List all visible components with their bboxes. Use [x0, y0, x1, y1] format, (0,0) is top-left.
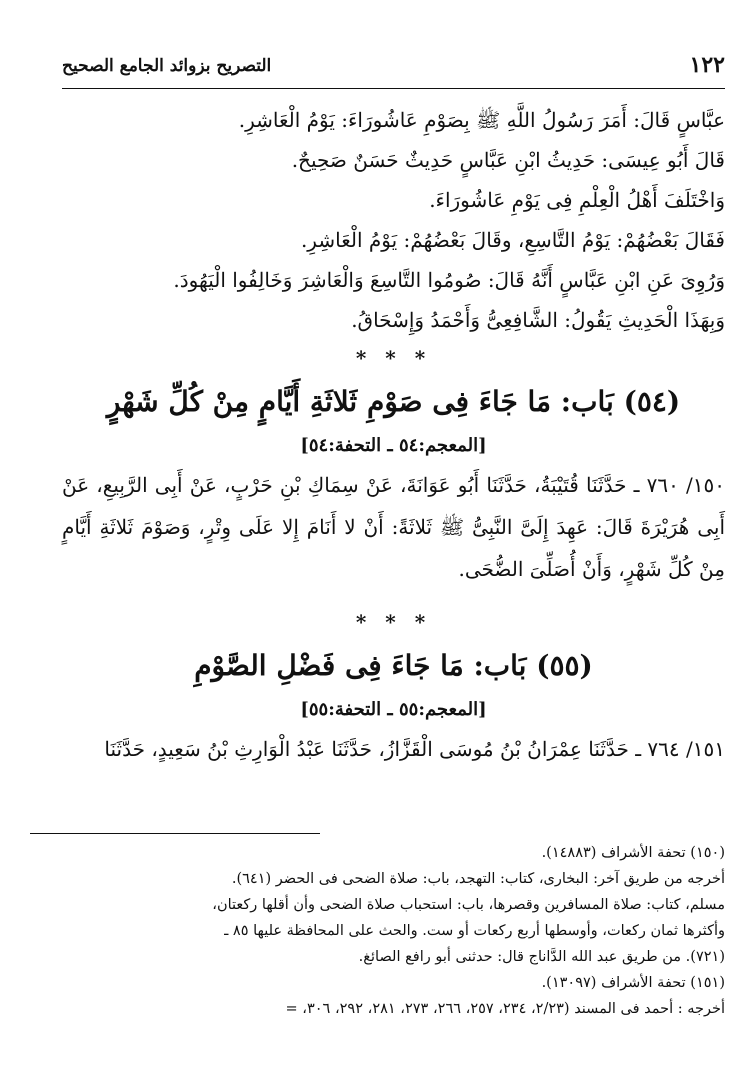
footnote-line: وأكثرها ثمان ركعات، وأوسطها أربع ركعات أو ست. والحث على المحافظة عليها ٨٥ ـ: [224, 923, 725, 939]
paragraph: عبَّاسٍ قَالَ: أَمَرَ رَسُولُ اللَّهِ ﷺ بِصَوْمِ عَاشُورَاءَ: يَوْمُ الْعَاشِرِ.: [238, 108, 725, 132]
section-separator: * * *: [355, 346, 432, 370]
footnote-rule: [30, 833, 320, 834]
chapter-heading: (٥٥) بَاب: مَا جَاءَ فِى فَضْلِ الصَّوْمِ: [194, 649, 593, 682]
chapter-reference: [المعجم:٥٤ ـ التحفة:٥٤]: [300, 435, 487, 456]
paragraph: وَاخْتَلَفَ أَهْلُ الْعِلْمِ فِى يَوْمِ عَاشُورَاءَ.: [429, 188, 725, 212]
paragraph: فَقَالَ بَعْضُهُمْ: يَوْمُ التَّاسِعِ، وقَالَ بَعْضُهُمْ: يَوْمُ الْعَاشِرِ.: [300, 228, 725, 252]
footnote-line: (١٥١) تحفة الأشراف (١٣٠٩٧).: [541, 975, 725, 991]
page-header: [62, 52, 725, 86]
paragraph: وَرُوِىَ عَنِ ابْنِ عَبَّاسٍ أَنَّهُ قَالَ: صُومُوا التَّاسِعَ وَالْعَاشِرَ وَخَالِفُوا الْيَهُودَ.: [173, 268, 725, 292]
section-separator: * * *: [355, 610, 432, 634]
hadith-text: ١٥١/ ٧٦٤ ـ حَدَّثَنَا عِمْرَانُ بْنُ مُوسَى الْقَزَّازُ، حَدَّثَنَا عَبْدُ الْوَارِثِ بْنُ سَعِيدٍ، حَدَّثَنَا: [104, 737, 725, 761]
header-rule: [62, 88, 725, 89]
page-number: ١٢٢: [689, 52, 725, 78]
footnote-line: أخرجه من طريق آخر: البخارى، كتاب: التهجد، باب: صلاة الضحى فى الحضر (٦٤١).: [231, 871, 725, 887]
chapter-heading: (٥٤) بَاب: مَا جَاءَ فِى صَوْمِ ثَلاثَةِ أَيَّامٍ مِنْ كُلِّ شَهْرٍ: [106, 385, 681, 418]
chapter-reference: [المعجم:٥٥ ـ التحفة:٥٥]: [300, 699, 487, 720]
paragraph: وَبِهَذَا الْحَدِيثِ يَقُولُ: الشَّافِعِىُّ وَأَحْمَدُ وَإِسْحَاقُ.: [351, 308, 725, 332]
main-text: [62, 100, 725, 770]
paragraph: قَالَ أَبُو عِيسَى: حَدِيثُ ابْنِ عَبَّاسٍ حَدِيثٌ حَسَنٌ صَحِيحٌ.: [291, 148, 725, 172]
footnote-line: (١٥٠) تحفة الأشراف (١٤٨٨٣).: [541, 845, 725, 861]
footnotes: [62, 840, 725, 1022]
hadith-text: ١٥٠/ ٧٦٠ ـ حَدَّثَنَا قُتَيْبَةُ، حَدَّثَنَا أَبُو عَوَانَةَ، عَنْ سِمَاكِ بْنِ حَرْبٍ، عَنْ أَبِى الرَّبِيعِ، عَنْ أَبِى هُرَيْرَةَ قَالَ: عَهِدَ إِلَىَّ النَّبِىُّ ﷺ ثَلاثَةً: أَنْ لا أَنَامَ إِلا عَلَى وِتْرٍ، وَصَوْمَ ثَلاثَةِ أَيَّامٍ مِنْ كُلِّ شَهْرٍ، وَأَنْ أُصَلِّىَ الضُّحَى.: [62, 473, 725, 581]
footnote-line: (٧٢١). من طريق عبد الله الدَّاناج قال: حدثنى أبو رافع الصائغ.: [358, 949, 725, 965]
footnote-line: أخرجه : أحمد فى المسند (٢/٢٣، ٢٣٤، ٢٥٧، ٢٦٦، ٢٧٣، ٢٨١، ٢٩٢، ٣٠٦، =: [285, 1001, 725, 1017]
running-title: التصريح بزوائد الجامع الصحيح: [62, 56, 272, 76]
footnote-line: مسلم، كتاب: صلاة المسافرين وقصرها، باب: استحباب صلاة الضحى وأن أقلها ركعتان،: [212, 897, 725, 913]
